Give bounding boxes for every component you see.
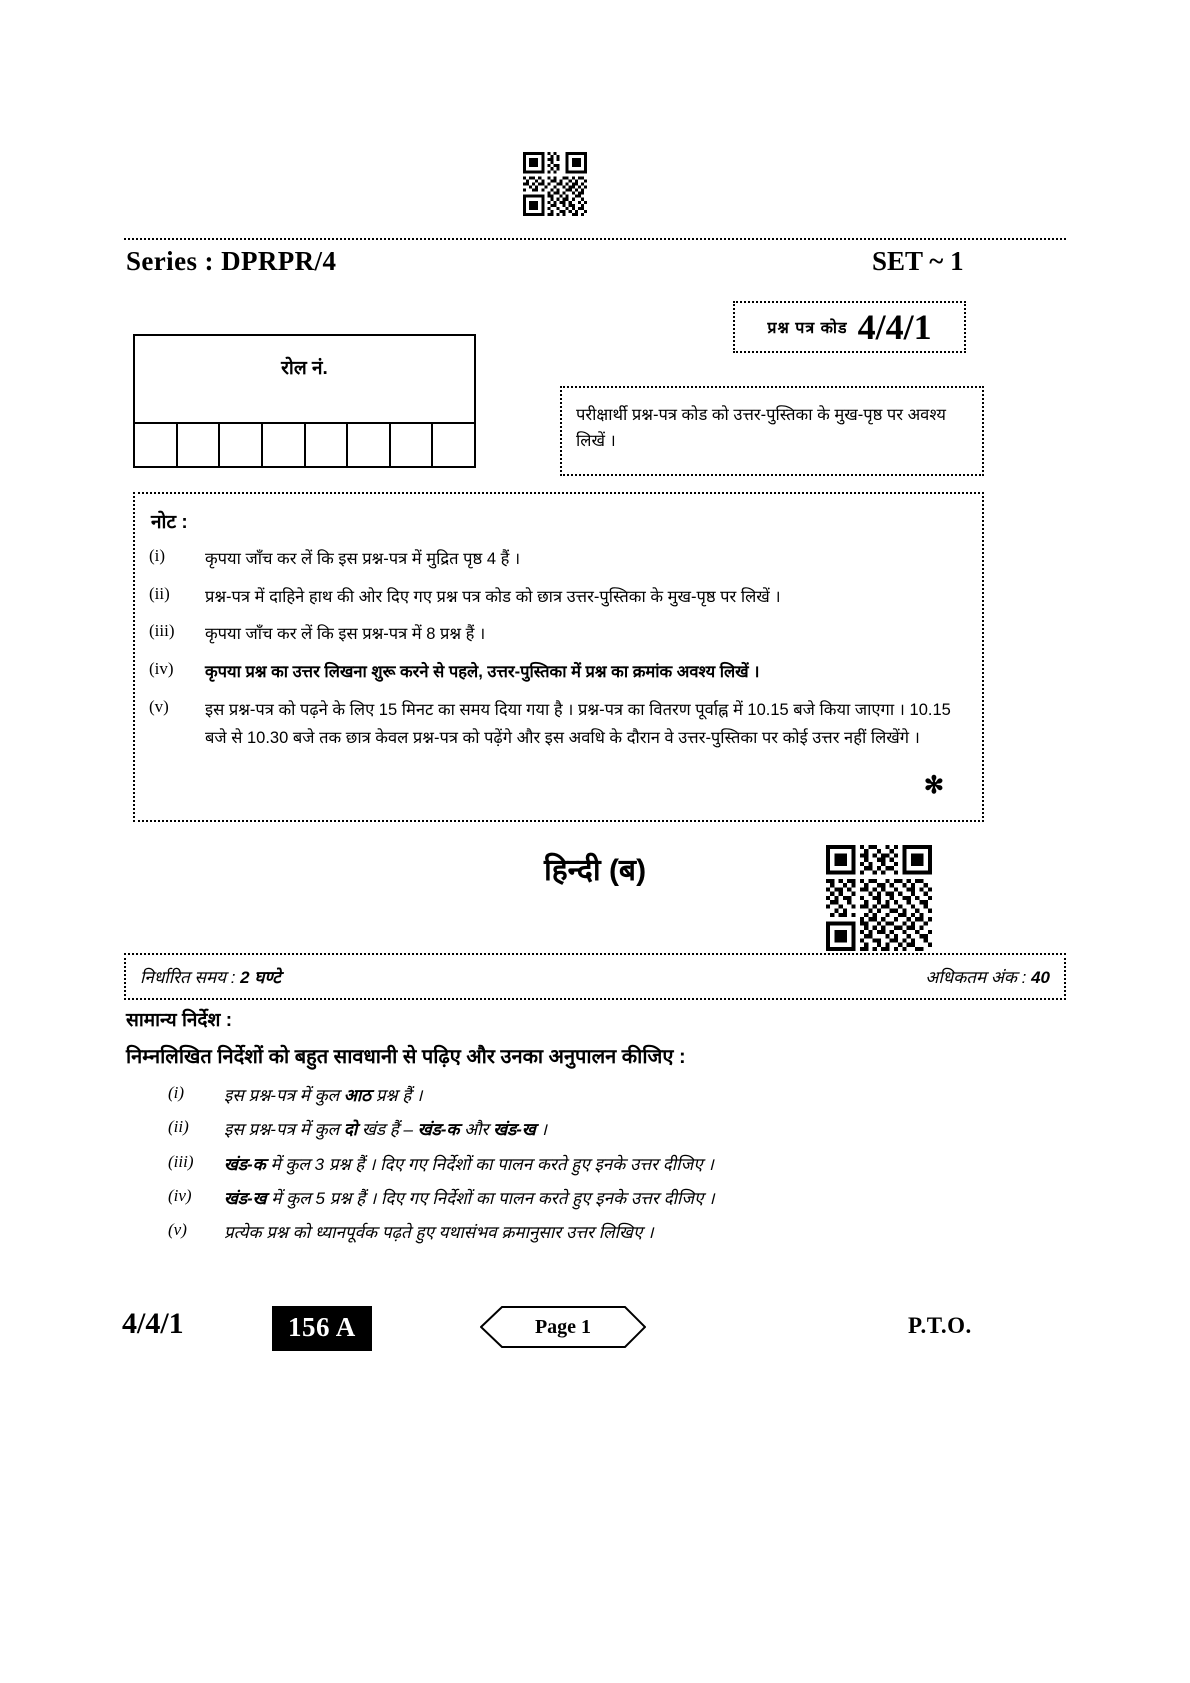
roll-number-label: रोल नं. — [281, 358, 328, 379]
note-item-number: (v) — [149, 696, 169, 716]
note-item-text: प्रश्न-पत्र में दाहिने हाथ की ओर दिए गए प्रश्न पत्र कोड को छात्र उत्तर-पुस्तिका के मुख-पृष्ठ पर लिखें । — [205, 587, 781, 606]
note-section — [133, 492, 984, 822]
note-item-text: कृपया जाँच कर लें कि इस प्रश्न-पत्र में मुद्रित पृष्ठ 4 हैं । — [205, 550, 521, 568]
qr-code-top-icon — [523, 152, 587, 216]
page-title: हिन्दी (ब) — [543, 854, 647, 887]
roll-number-cells[interactable] — [135, 422, 474, 466]
general-instruction-item — [168, 1117, 1048, 1143]
qr-code-bottom-icon — [826, 845, 932, 951]
general-instruction-text: प्रत्येक प्रश्न को ध्यानपूर्वक पढ़ते हुए यथासंभव क्रमानुसार उत्तर लिखिए । — [224, 1223, 654, 1243]
asterisk-icon: ✻ — [923, 773, 944, 799]
question-paper-code-box — [733, 301, 966, 353]
note-item-text: कृपया जाँच कर लें कि इस प्रश्न-पत्र में 8 प्रश्न हैं । — [205, 625, 486, 644]
maximum-marks-label: अधिकतम अंक : — [925, 968, 1027, 987]
general-instruction-number: (i) — [168, 1083, 185, 1102]
note-item-number: (i) — [149, 546, 166, 565]
maximum-marks-value: 40 — [1031, 968, 1050, 987]
footer-badge: 156 A — [272, 1306, 372, 1351]
roll-number-box — [133, 334, 476, 468]
roll-number-cell[interactable] — [135, 424, 178, 466]
roll-number-cell[interactable] — [433, 424, 474, 466]
header-divider — [124, 238, 1066, 240]
roll-number-cell[interactable] — [306, 424, 349, 466]
general-instruction-text: खंड-ख में कुल 5 प्रश्न हैं । दिए गए निर्देशों का पालन करते हुए इनके उत्तर दीजिए । — [224, 1189, 715, 1209]
maximum-marks — [925, 965, 1050, 988]
time-allowed — [140, 965, 281, 988]
series-label: Series : DPRPR/4 — [126, 246, 337, 276]
note-item — [149, 546, 968, 574]
general-instruction-item — [168, 1220, 1048, 1246]
question-paper-code-label: प्रश्न पत्र कोड — [767, 320, 848, 337]
general-instruction-item — [168, 1152, 1048, 1178]
general-instructions-list — [168, 1083, 1048, 1255]
note-item-text: इस प्रश्न-पत्र को पढ़ने के लिए 15 मिनट का समय दिया गया है । प्रश्न-पत्र का वितरण पूर्वाह्न में 10.15 बजे किया जाएगा । 10.15 बजे से 10.30 बजे तक छात्र केवल प्रश्न-पत्र को पढ़ेंगे और इस अवधि के दौरान वे उत्तर-पुस्तिका पर कोई उत्तर नहीं लिखेंगे । — [205, 700, 951, 747]
roll-number-cell[interactable] — [178, 424, 221, 466]
general-instruction-text: इस प्रश्न-पत्र में कुल आठ प्रश्न हैं । — [224, 1086, 423, 1105]
general-instruction-text: इस प्रश्न-पत्र में कुल दो खंड हैं – खंड-क और खंड-ख । — [224, 1120, 547, 1140]
roll-number-cell[interactable] — [220, 424, 263, 466]
question-paper-code-value: 4/4/1 — [857, 307, 932, 347]
set-label: SET ~ 1 — [872, 246, 964, 276]
time-allowed-value: 2 घण्टे — [240, 968, 281, 987]
exam-meta-box — [124, 953, 1066, 1000]
note-item — [149, 621, 968, 649]
footer-pto: P.T.O. — [908, 1313, 972, 1338]
code-instruction-note: परीक्षार्थी प्रश्न-पत्र कोड को उत्तर-पुस्तिका के मुख-पृष्ठ पर अवश्य लिखें । — [560, 386, 984, 476]
general-instruction-number: (ii) — [168, 1117, 189, 1137]
footer-page-indicator — [480, 1306, 646, 1348]
general-instruction-number: (v) — [168, 1220, 187, 1240]
note-item-number: (iii) — [149, 621, 175, 641]
roll-number-cell[interactable] — [348, 424, 391, 466]
roll-number-cell[interactable] — [263, 424, 306, 466]
note-item-number: (ii) — [149, 583, 170, 603]
time-allowed-label: निर्धारित समय : — [140, 968, 236, 987]
note-title: नोट : — [151, 512, 188, 533]
general-instruction-number: (iii) — [168, 1151, 194, 1171]
note-item-number: (iv) — [149, 659, 174, 679]
note-list — [149, 546, 968, 752]
general-instruction-item — [168, 1083, 1048, 1109]
general-instructions-subheading: निम्नलिखित निर्देशों को बहुत सावधानी से पढ़िए और उनका अनुपालन कीजिए : — [126, 1046, 686, 1068]
roll-number-cell[interactable] — [391, 424, 434, 466]
general-instruction-text: खंड-क में कुल 3 प्रश्न हैं । दिए गए निर्देशों का पालन करते हुए इनके उत्तर दीजिए । — [224, 1154, 714, 1174]
note-item — [149, 659, 968, 687]
note-item — [149, 584, 968, 612]
footer-page-label: Page 1 — [534, 1315, 592, 1338]
general-instruction-number: (iv) — [168, 1186, 192, 1206]
general-instruction-item — [168, 1186, 1048, 1212]
note-item-text: कृपया प्रश्न का उत्तर लिखना शुरू करने से पहले, उत्तर-पुस्तिका में प्रश्न का क्रमांक अवश्य लिखें । — [205, 663, 760, 682]
note-item — [149, 697, 968, 752]
general-instructions-heading: सामान्य निर्देश : — [126, 1010, 233, 1031]
footer-paper-code: 4/4/1 — [122, 1307, 184, 1340]
